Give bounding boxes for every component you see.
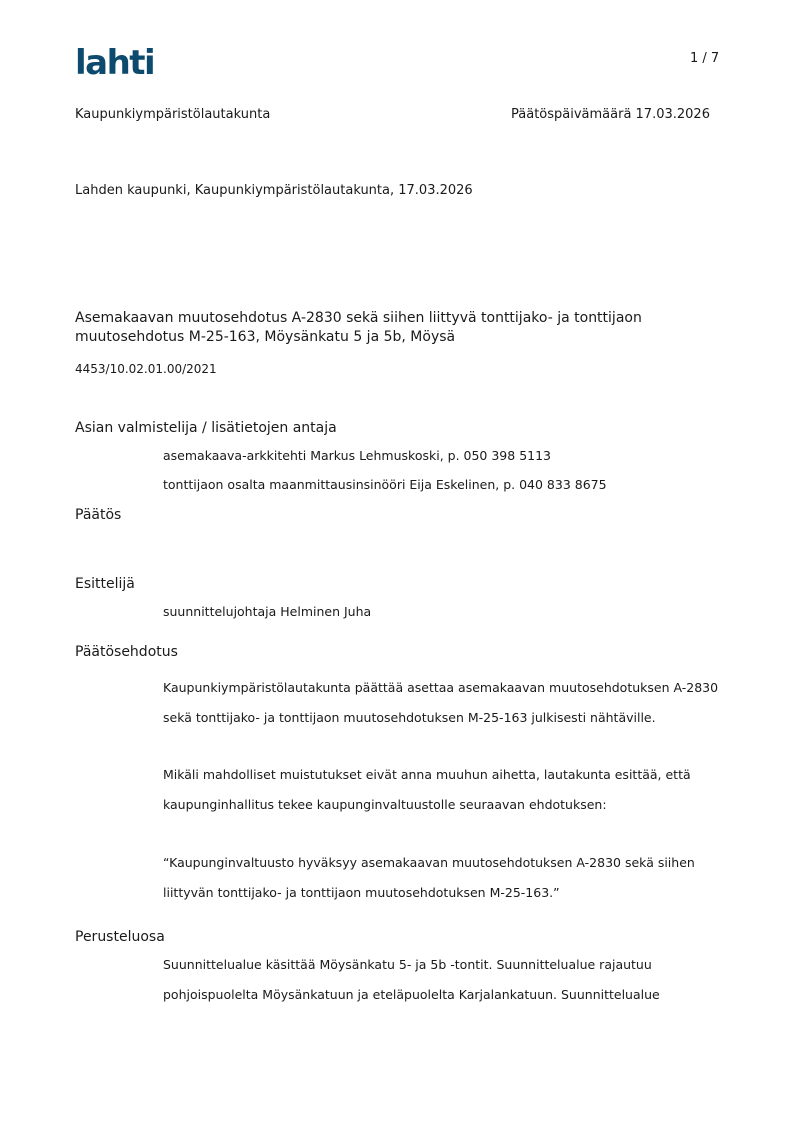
proposal-paragraph-2: Mikäli mahdolliset muistutukset eivät anna muuhun aihetta, lautakunta esittää, että kaupunginhallitus tekee kaupunginvaltuustolle seuraavan ehdotuksen: [163, 767, 691, 812]
diary-number: 4453/10.02.01.00/2021 [75, 362, 217, 376]
proposal-heading: Päätösehdotus [75, 644, 178, 660]
preparer-line-2: tonttijaon osalta maanmittausinsinööri Eija Eskelinen, p. 040 833 8675 [163, 477, 607, 492]
title-line-2: muutosehdotus M-25-163, Möysänkatu 5 ja 5b, Möysä [75, 329, 456, 345]
presenter-heading: Esittelijä [75, 576, 135, 592]
proposal-paragraph-1: Kaupunkiympäristölautakunta päättää asettaa asemakaavan muutosehdotuksen A-2830 sekä tonttijako- ja tonttijaon muutosehdotuksen M-25-163 julkisesti nähtäville. [163, 680, 719, 725]
lahti-logo: lahti [75, 43, 155, 83]
decision-heading: Päätös [75, 507, 122, 523]
presenter-name: suunnittelujohtaja Helminen Juha [163, 604, 372, 619]
rationale-heading: Perusteluosa [75, 929, 165, 945]
page-number: 1 / 7 [690, 51, 720, 66]
preparer-heading: Asian valmistelija / lisätietojen antaja [75, 420, 337, 436]
proposal-paragraph-3: “Kaupunginvaltuusto hyväksyy asemakaavan muutosehdotuksen A-2830 sekä siihen liittyvän tonttijako- ja tonttijaon muutosehdotuksen M-25-163.” [163, 855, 695, 900]
preparer-line-1: asemakaava-arkkitehti Markus Lehmuskoski, p. 050 398 5113 [163, 448, 552, 463]
document-title [75, 309, 642, 347]
rationale-paragraph-1: Suunnittelualue käsittää Möysänkatu 5- ja 5b -tontit. Suunnittelualue rajautuu pohjoispuolelta Möysänkatuun ja eteläpuolelta Karjalankatuun. Suunnittelualue [163, 957, 660, 1002]
title-line-1: Asemakaavan muutosehdotus A-2830 sekä siihen liittyvä tonttijako- ja tonttijaon [75, 310, 642, 326]
intro-line: Lahden kaupunki, Kaupunkiympäristölautakunta, 17.03.2026 [75, 183, 473, 198]
header-decision-date: Päätöspäivämäärä 17.03.2026 [511, 107, 710, 122]
header-committee: Kaupunkiympäristölautakunta [75, 107, 271, 122]
